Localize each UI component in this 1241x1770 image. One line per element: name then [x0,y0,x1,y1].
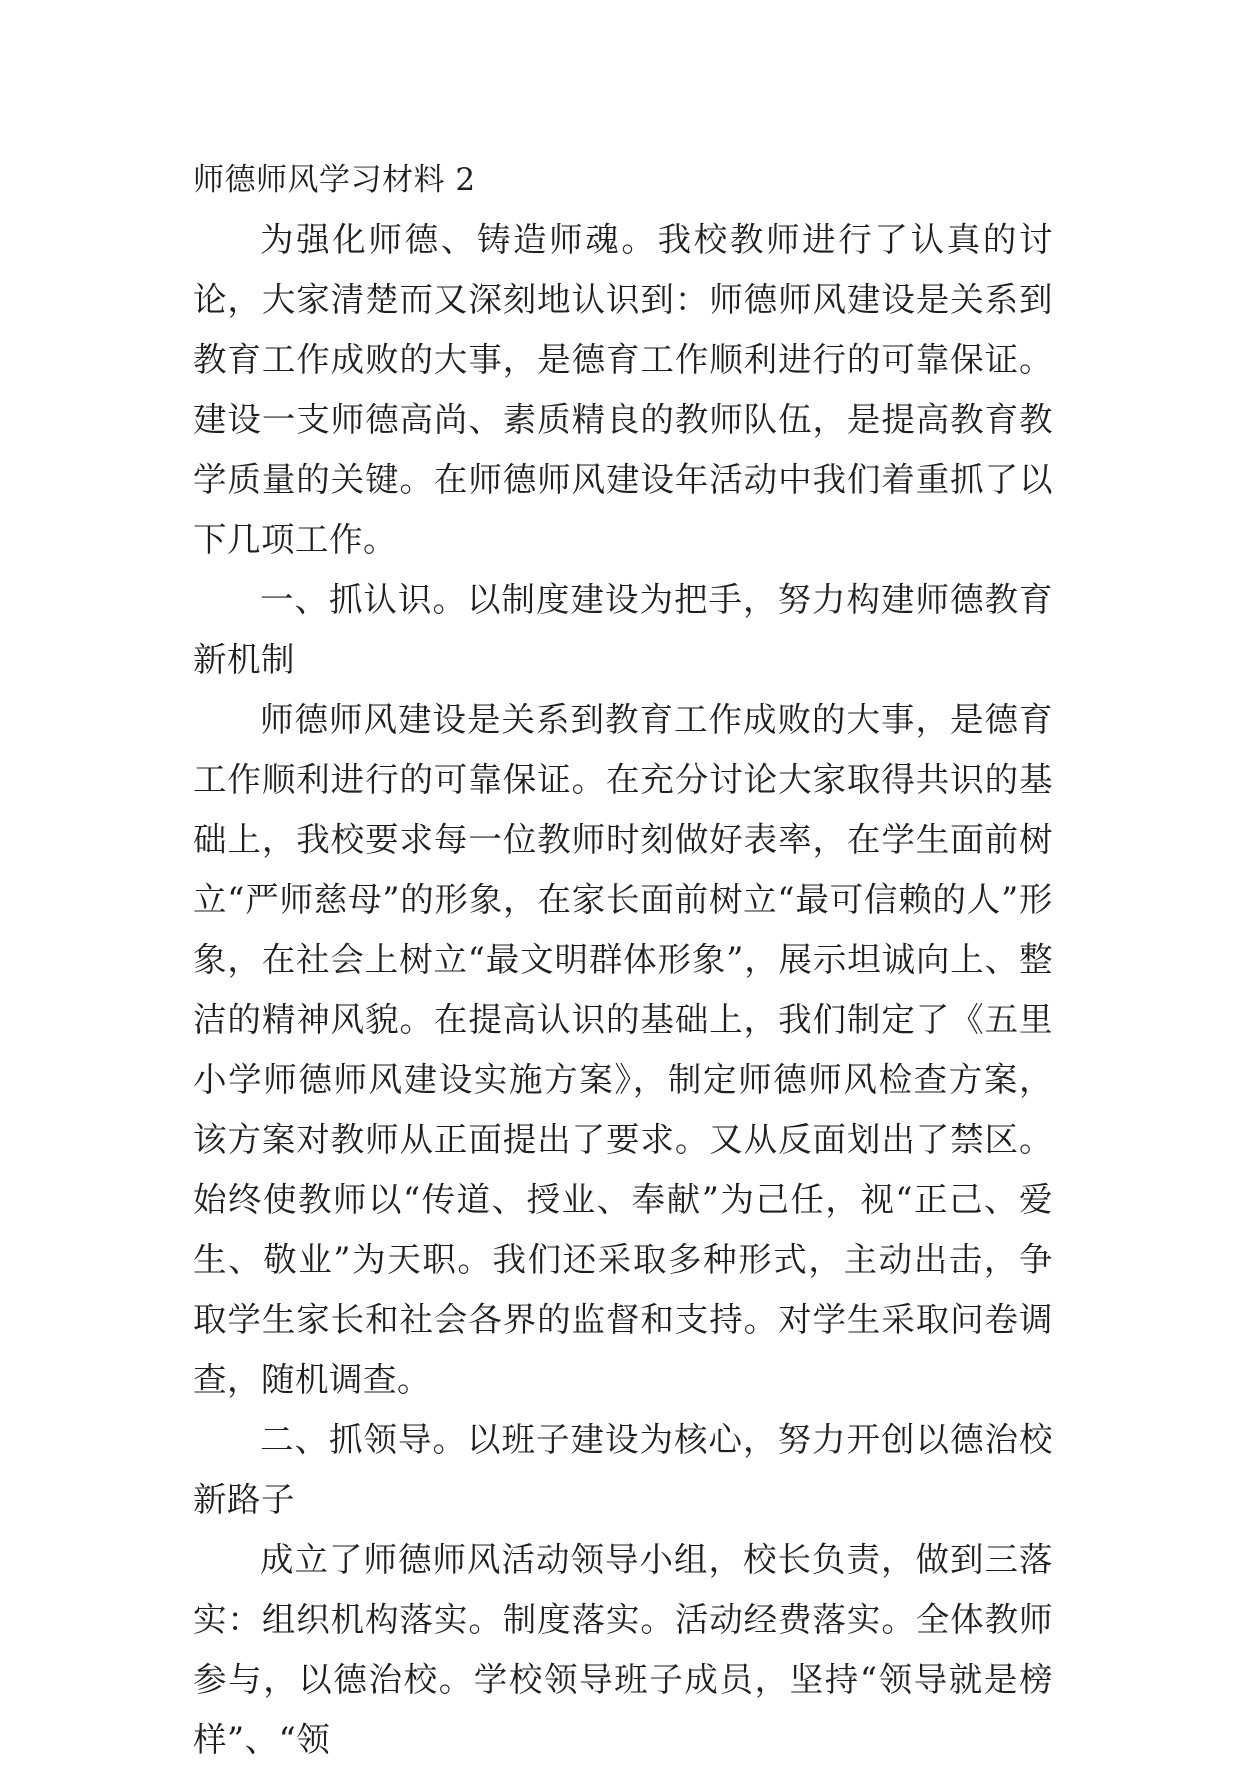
document-title: 师德师风学习材料 2 [193,162,476,198]
paragraph-section-1: 师德师风建设是关系到教育工作成败的大事，是德育工作顺利进行的可靠保证。在充分讨论大家取得共识的基础上，我校要求每一位教师时刻做好表率，在学生面前树立“严师慈母”的形象，在家长面前树立“最可信赖的人”形象，在社会上树立“最文明群体形象”，展示坦诚向上、整洁的精神风貌。在提高认识的基础上，我们制定了《五里小学师德师风建设实施方案》，制定师德师风检查方案，该方案对教师从正面提出了要求。又从反面划出了禁区。始终使教师以“传道、授业、奉献”为己任，视“正己、爱生、敬业”为天职。我们还采取多种形式，主动出击，争取学生家长和社会各界的监督和支持。对学生采取问卷调查，随机调查。 [193,700,1053,1399]
paragraph-section-2: 成立了师德师风活动领导小组，校长负责，做到三落实：组织机构落实。制度落实。活动经费落实。全体教师参与，以德治校。学校领导班子成员，坚持“领导就是榜样”、“领 [193,1540,1053,1759]
document-body [193,150,1053,1770]
section-heading-1: 一、抓认识。以制度建设为把手，努力构建师德教育新机制 [193,580,1053,679]
paragraph-intro: 为强化师德、铸造师魂。我校教师进行了认真的讨论，大家清楚而又深刻地认识到：师德师风建设是关系到教育工作成败的大事，是德育工作顺利进行的可靠保证。建设一支师德高尚、素质精良的教师队伍，是提高教育教学质量的关键。在师德师风建设年活动中我们着重抓了以下几项工作。 [193,220,1053,559]
section-heading-2: 二、抓领导。以班子建设为核心，努力开创以德治校新路子 [193,1420,1053,1519]
